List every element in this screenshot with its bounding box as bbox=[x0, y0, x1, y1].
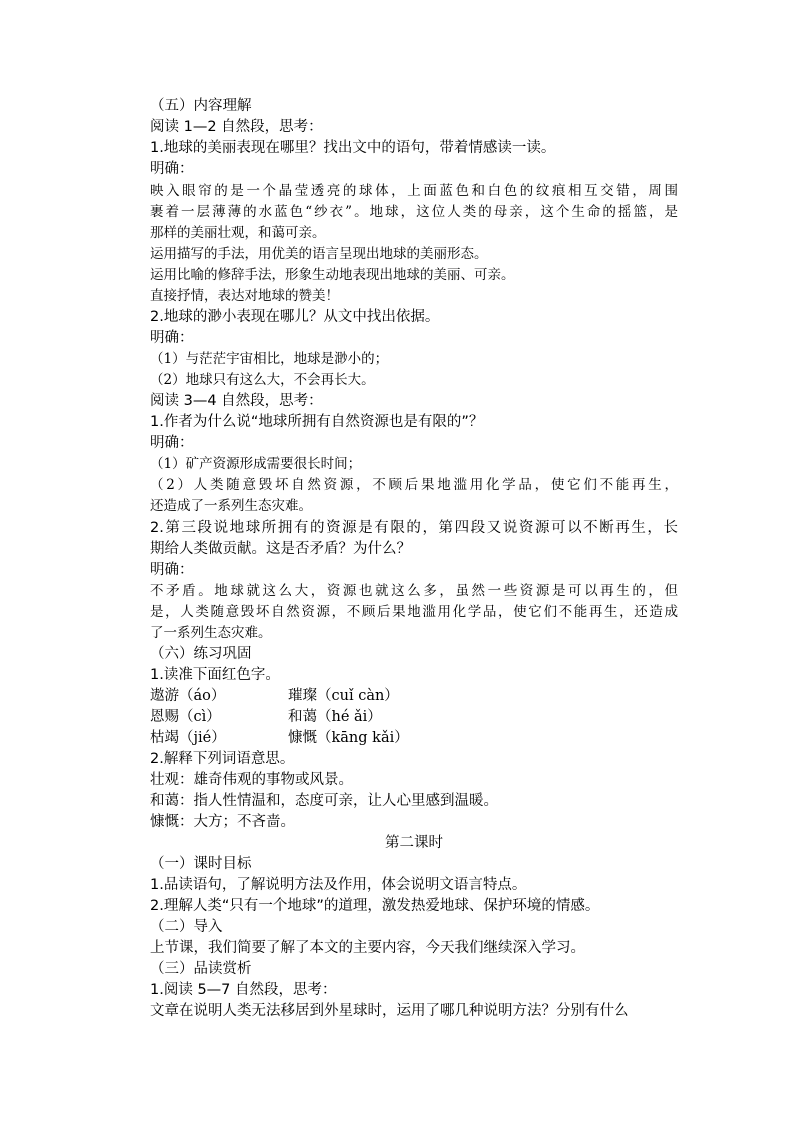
word-definition: 壮观：雄奇伟观的事物或风景。 bbox=[150, 772, 353, 788]
answer-text: 裹着一层薄薄的水蓝色“纱衣”。地球，这位人类的母亲，这个生命的摇篮，是 bbox=[150, 204, 678, 220]
answer-text: 直接抒情，表达对地球的赞美！ bbox=[150, 288, 339, 304]
section-heading-practice: （六）练习巩固 bbox=[150, 646, 252, 662]
question-text: 2.第三段说地球所拥有的资源是有限的，第四段又说资源可以不断再生，长 bbox=[150, 520, 678, 536]
answer-label: 明确： bbox=[150, 435, 194, 451]
answer-text: （2）人类随意毁坏自然资源，不顾后果地滥用化学品，使它们不能再生， bbox=[150, 477, 678, 493]
answer-label: 明确： bbox=[150, 562, 194, 578]
word-entry: 恩赐（cì） bbox=[150, 709, 221, 725]
goal-item: 2.理解人类“只有一个地球”的道理，激发热爱地球、保护环境的情感。 bbox=[150, 898, 600, 914]
reading-instruction: 阅读 1—2 自然段，思考： bbox=[150, 119, 323, 135]
section-heading-goals: （一）课时目标 bbox=[150, 856, 252, 872]
reading-instruction: 1.阅读 5—7 自然段，思考： bbox=[150, 982, 337, 998]
exercise-item: 1.读准下面红色字。 bbox=[150, 667, 280, 683]
question-text: 1.作者为什么说“地球所拥有自然资源也是有限的”？ bbox=[150, 414, 484, 430]
word-definition: 慷慨：大方；不吝啬。 bbox=[150, 814, 295, 830]
answer-text: 了一系列生态灾难。 bbox=[150, 625, 272, 641]
goal-item: 1.品读语句，了解说明方法及作用，体会说明文语言特点。 bbox=[150, 877, 527, 893]
answer-text: （2）地球只有这么大，不会再长大。 bbox=[150, 372, 375, 388]
answer-text: 映入眼帘的是一个晶莹透亮的球体，上面蓝色和白色的纹痕相互交错，周围 bbox=[150, 183, 678, 199]
word-entry: 枯竭（jié） bbox=[150, 730, 226, 746]
lesson-title: 第二课时 bbox=[385, 835, 443, 851]
answer-text: 那样的美丽壮观，和蔼可亲。 bbox=[150, 225, 326, 241]
word-pinyin-row bbox=[150, 686, 678, 706]
reading-instruction: 阅读 3—4 自然段，思考： bbox=[150, 393, 323, 409]
section-heading-content-understanding: （五）内容理解 bbox=[150, 98, 252, 114]
answer-text: 不矛盾。地球就这么大，资源也就这么多，虽然一些资源是可以再生的，但 bbox=[150, 583, 678, 599]
answer-text: 运用描写的手法，用优美的语言呈现出地球的美丽形态。 bbox=[150, 246, 488, 262]
answer-label: 明确： bbox=[150, 330, 194, 346]
answer-text: （1）与茫茫宇宙相比，地球是渺小的； bbox=[150, 351, 389, 367]
section-heading-intro: （二）导入 bbox=[150, 919, 223, 935]
word-entry: 和蔼（hé ǎi） bbox=[288, 709, 382, 725]
question-text: 1.地球的美丽表现在哪里？找出文中的语句，带着情感读一读。 bbox=[150, 140, 556, 156]
question-text: 期给人类做贡献。这是否矛盾？为什么？ bbox=[150, 541, 411, 557]
word-entry: 慷慨（kāng kǎi） bbox=[288, 730, 409, 746]
question-text: 文章在说明人类无法移居到外星球时，运用了哪几种说明方法？分别有什么 bbox=[150, 1003, 629, 1019]
word-entry: 璀璨（cuǐ càn） bbox=[288, 688, 399, 704]
answer-text: 运用比喻的修辞手法，形象生动地表现出地球的美丽、可亲。 bbox=[150, 267, 515, 283]
answer-text: 是，人类随意毁坏自然资源，不顾后果地滥用化学品，使它们不能再生，还造成 bbox=[150, 604, 678, 620]
word-entry: 遨游（áo） bbox=[150, 688, 226, 704]
answer-text: 还造成了一系列生态灾难。 bbox=[150, 498, 312, 514]
word-pinyin-row bbox=[150, 728, 678, 748]
section-heading-appreciation: （三）品读赏析 bbox=[150, 961, 252, 977]
answer-text: （1）矿产资源形成需要很长时间； bbox=[150, 456, 362, 472]
question-text: 2.地球的渺小表现在哪儿？从文中找出依据。 bbox=[150, 309, 440, 325]
word-pinyin-row bbox=[150, 707, 678, 727]
word-definition: 和蔼：指人性情温和，态度可亲，让人心里感到温暖。 bbox=[150, 793, 498, 809]
exercise-item: 2.解释下列词语意思。 bbox=[150, 751, 295, 767]
intro-text: 上节课，我们简要了解了本文的主要内容，今天我们继续深入学习。 bbox=[150, 940, 585, 956]
answer-label: 明确： bbox=[150, 161, 194, 177]
